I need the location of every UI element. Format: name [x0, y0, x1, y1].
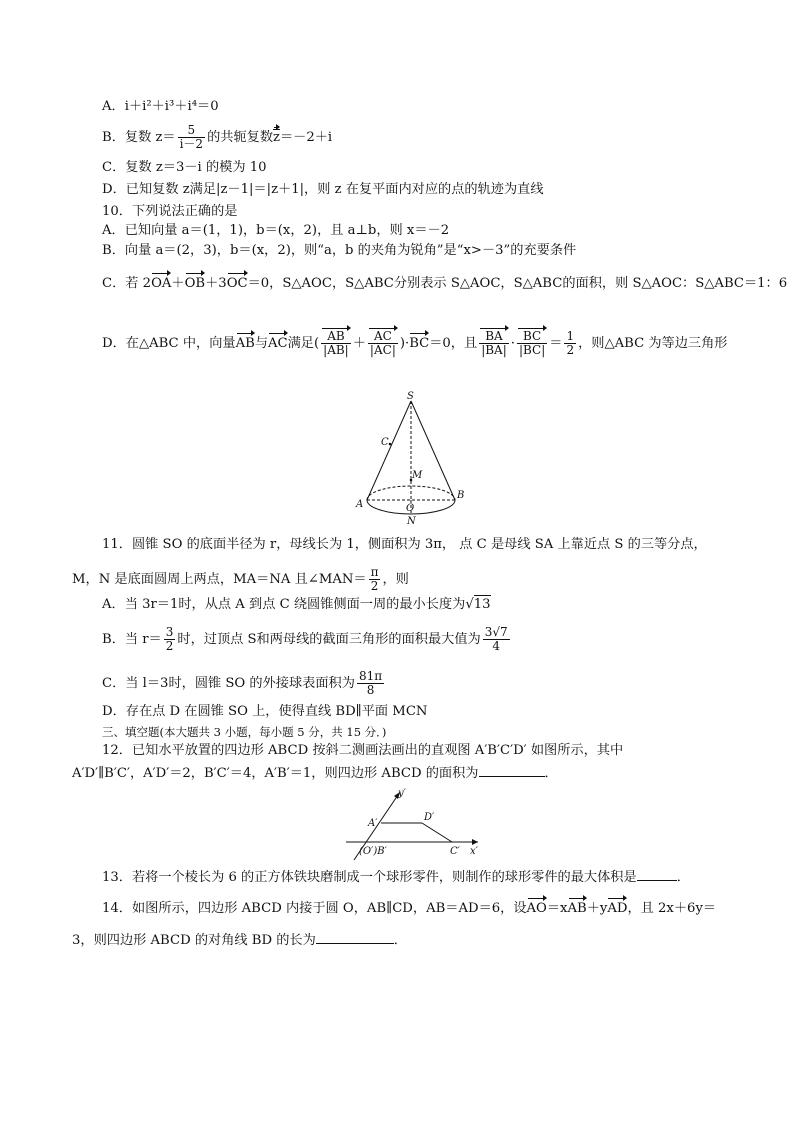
quad-label-a: A′ [368, 818, 378, 829]
q9-option-a: A．i＋i²＋i³＋i⁴＝0 [102, 99, 219, 114]
answer-blank[interactable] [637, 868, 677, 881]
q11-option-b: B．当 r＝ $\frac{3}{2}$ 时，过顶点 S和两母线的截面三角形的面积最大值为 $\frac{3√7}{4}$ [102, 625, 508, 653]
q11-stem-line2: M，N 是底面圆周上两点，MA＝NA 且∠MAN＝ $\frac{\pi}{2}$ ，则 [72, 565, 409, 593]
fraction: $\frac{81\pi}{8}$ [358, 669, 383, 697]
quad-label-d: D′ [424, 812, 435, 823]
fraction: $\frac{1}{2}$ [566, 329, 575, 357]
cone-label-m: M [412, 470, 423, 481]
fraction: $\frac{AB}{|AB|}$ [323, 329, 349, 357]
fraction: $\frac{\pi}{2}$ [370, 565, 379, 593]
q14-line2: 3，则四边形 ABCD 的对角线 BD 的长为 ． [72, 933, 407, 948]
q10-option-b: B．向量 a＝(2，3)，b＝(x，2)，则“a，b 的夹角为锐角”是“x>－3”的充要条件 [102, 243, 577, 258]
q11-option-c: C．当 l＝3时，圆锥 SO 的外接球表面积为 $\frac{81\pi}{8}$ [102, 669, 383, 697]
q12-line1: 12．已知水平放置的四边形 ABCD 按斜二测画法画出的直观图 A′B′C′D′ 如图所示，其中 [102, 743, 624, 758]
answer-blank[interactable] [479, 764, 545, 777]
q11-option-a: A．当 3r＝1时，从点 A 到点 C 绕圆锥侧面一周的最小长度为√13 [102, 597, 491, 612]
cone-label-o: O [406, 503, 415, 514]
quad-label-y: y′ [398, 788, 406, 799]
q11-stem-line1: 11．圆锥 SO 的底面半径为 r，母线长为 1，侧面积为 3π， 点 C 是母线 SA 上靠近点 S 的三等分点， [102, 537, 707, 552]
q10-option-c: C．若 2OA＋OB＋3OC＝0，S△AOC，S△ABC分别表示 S△AOC，S△ABC的面积，则 S△AOC：S△ABC＝1：6 [102, 276, 788, 291]
cone-label-n: N [407, 516, 416, 527]
quad-label-x: x′ [470, 846, 478, 857]
q9-option-c: C．复数 z＝3－i 的模为 10 [102, 160, 267, 175]
quad-label-c: C′ [450, 846, 460, 857]
oblique-quadrilateral-figure [340, 786, 485, 862]
q10-option-d: D．在△ABC 中，向量AB与AC满足( $\frac{AB}{|AB|}$ ＋ $\frac{AC}{|AC|}$ )·BC＝0，且 $\frac{BA}{|BA|}$ · $\frac{BC}{|BC|}$ ＝ $\frac{1}{2}$ ，则△ABC 为等边三角形 [102, 329, 728, 357]
fraction: $\frac{3}{2}$ [165, 625, 174, 653]
q9-option-d: D．已知复数 z满足|z－1|＝|z＋1|，则 z 在复平面内对应的点的轨迹为直线 [102, 182, 544, 197]
q12-line2: A′D′∥B′C′，A′D′＝2，B′C′＝4，A′B′＝1，则四边形 ABCD 的面积为 ． [72, 766, 558, 781]
section-heading: 三、填空题(本大题共 3 小题，每小题 5 分，共 15 分．) [102, 725, 387, 739]
quad-label-ob: (O′)B′ [359, 846, 387, 857]
cone-label-s: S [407, 391, 414, 402]
cone-figure [350, 390, 480, 528]
fraction: $\frac{BA}{|BA|}$ [481, 329, 507, 357]
fraction: $\frac{3√7}{4}$ [484, 625, 508, 653]
q11-option-d: D．存在点 D 在圆锥 SO 上，使得直线 BD∥平面 MCN [102, 704, 428, 719]
q13: 13．若将一个棱长为 6 的正方体铁块磨制成一个球形零件，则制作的球形零件的最大体积是 ． [102, 870, 690, 885]
q9-option-b: B．复数 z＝ $\frac{5}{i-2}$ 的共轭复数$\overline{z}=-2+i$ [102, 123, 333, 151]
cone-label-a: A [356, 499, 364, 510]
fraction: $\frac{AC}{|AC|}$ [369, 329, 396, 357]
q10-option-a: A．已知向量 a＝(1，1)，b＝(x，2)，且 a⊥b，则 x＝－2 [102, 223, 450, 238]
cone-label-b: B [457, 490, 465, 501]
fraction: $\frac{BC}{|BC|}$ [518, 329, 546, 357]
q10-stem: 10．下列说法正确的是 [102, 204, 238, 219]
cone-label-c: C [381, 437, 389, 448]
fraction: $\frac{5}{i-2}$ [179, 123, 204, 151]
answer-blank[interactable] [316, 931, 394, 944]
q14-line1: 14．如图所示，四边形 ABCD 内接于圆 O，AB∥CD，AB＝AD＝6，设AO＝xAB＋yAD，且 2x＋6y＝ [102, 901, 717, 916]
